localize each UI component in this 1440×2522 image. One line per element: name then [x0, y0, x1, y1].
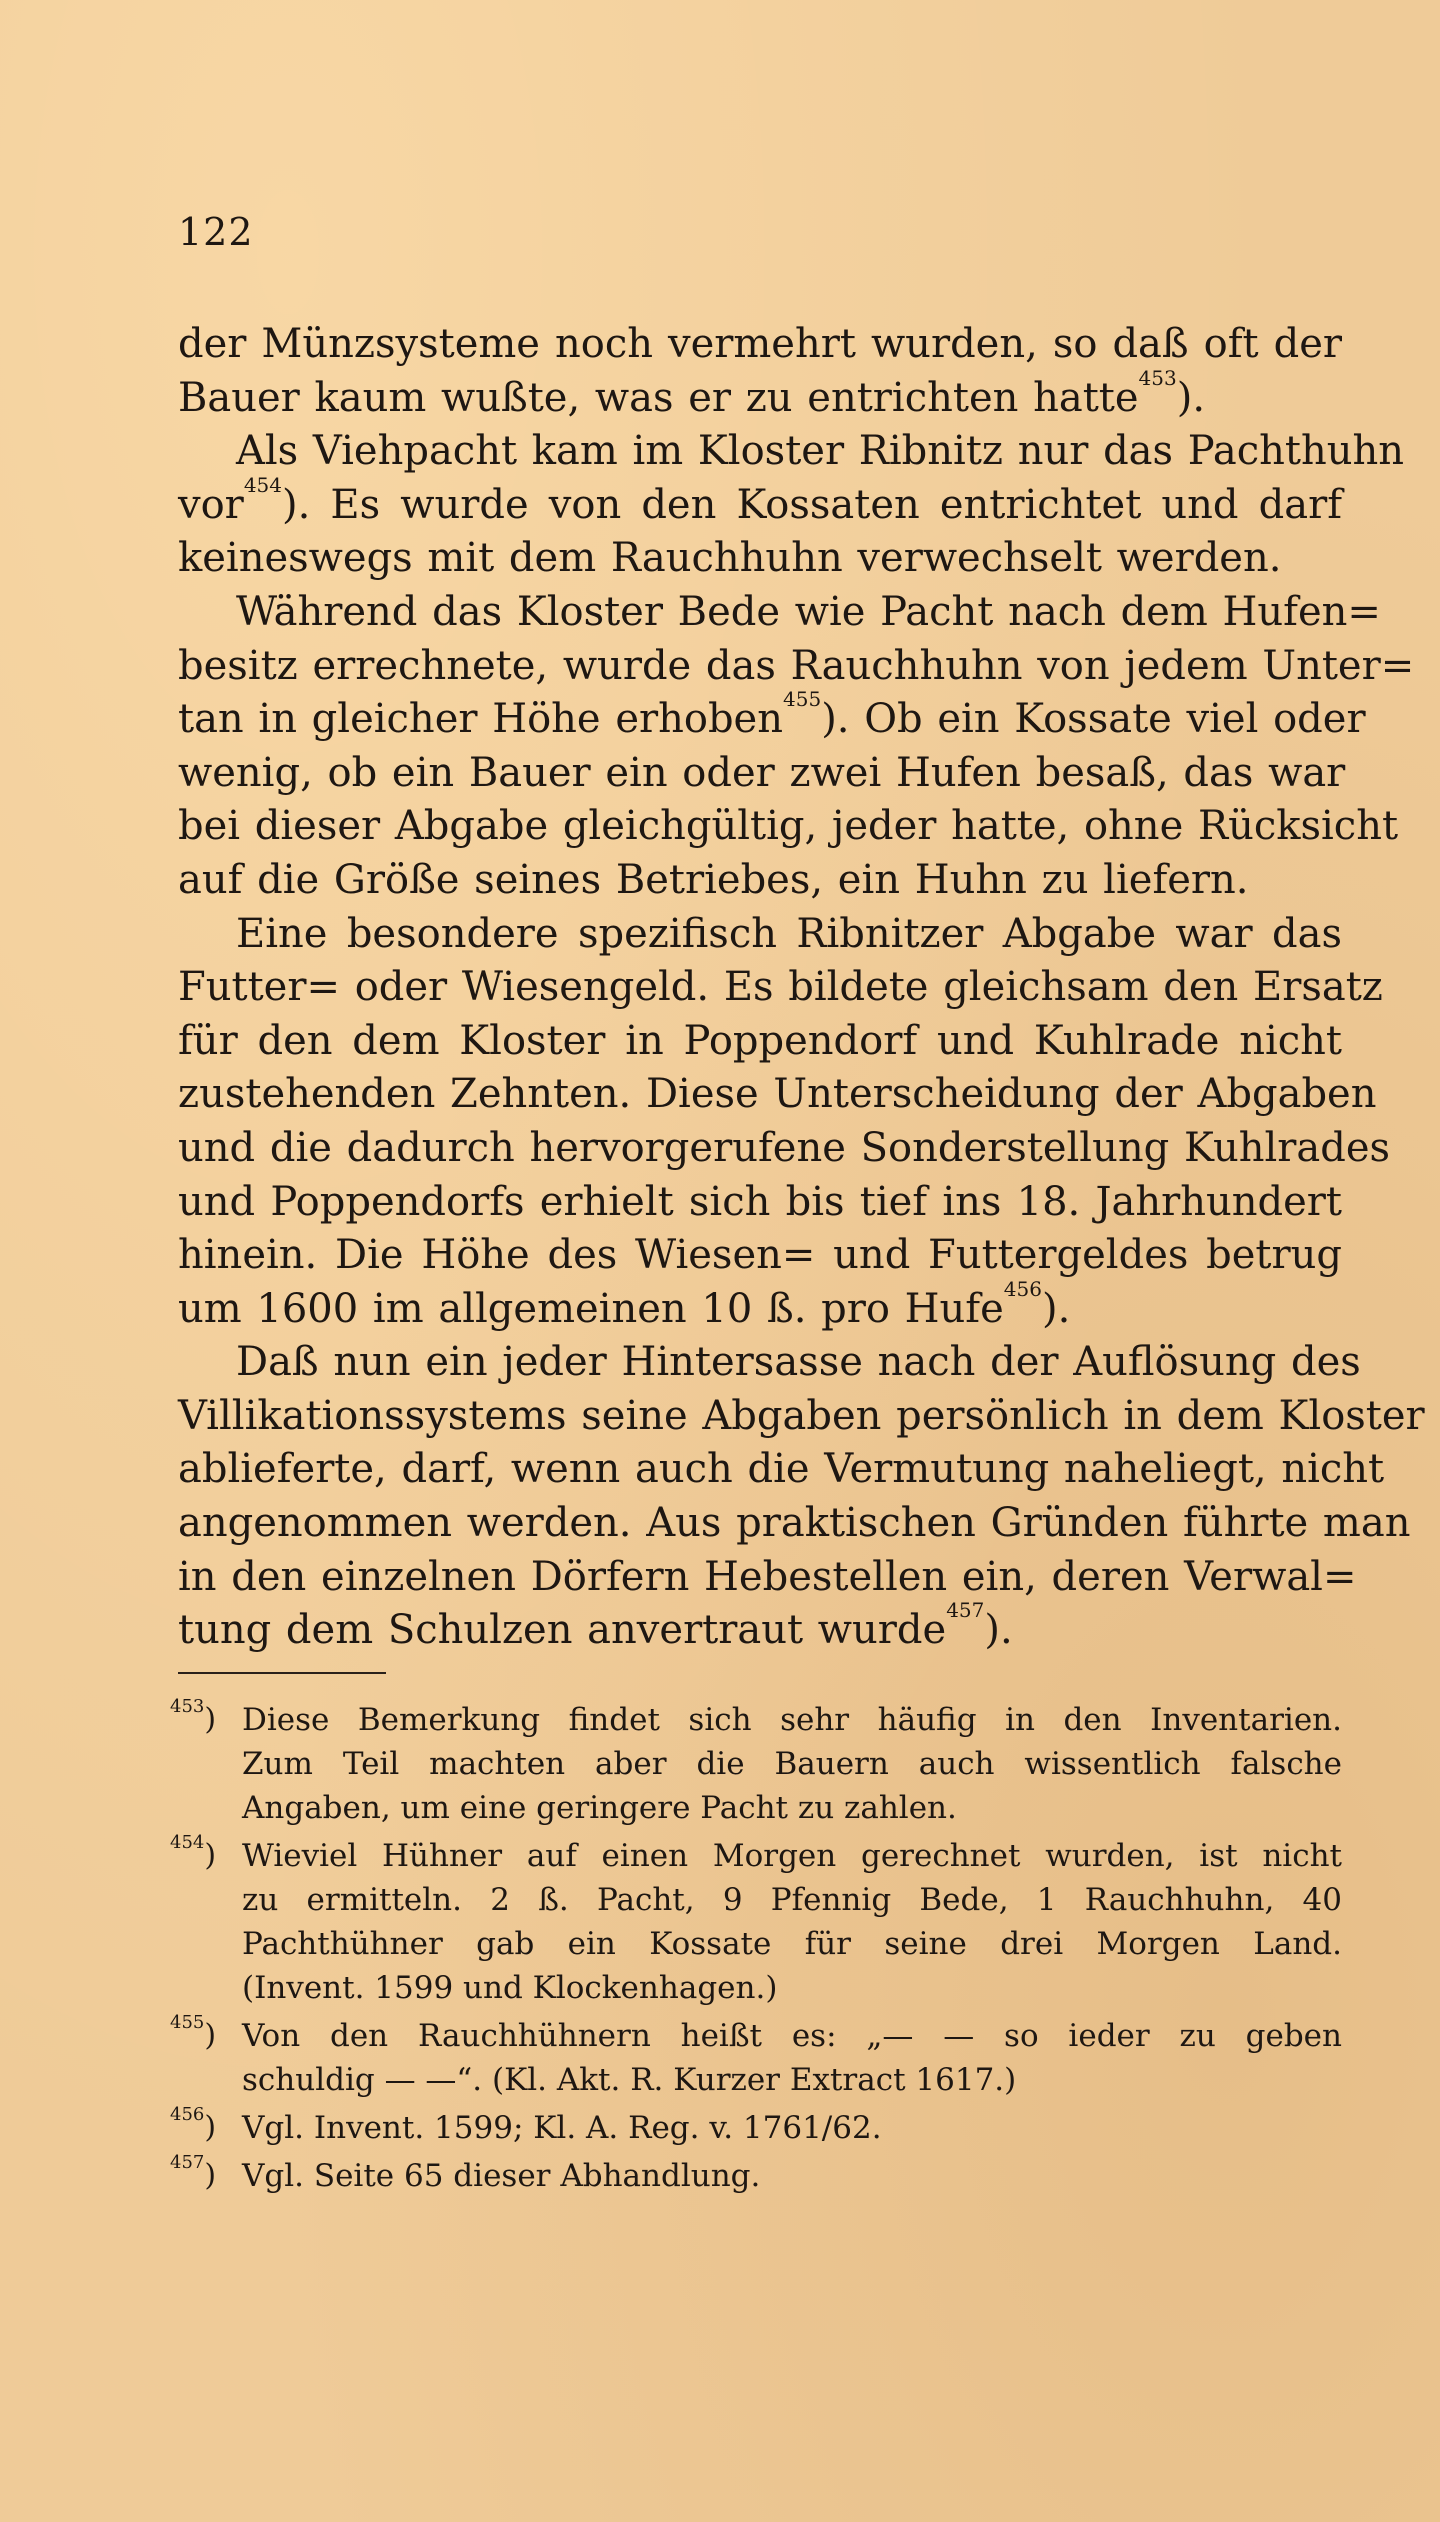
main-text	[178, 318, 1425, 1658]
text-line: Futter= oder Wiesengeld. Es bildete gleichsam den Ersatz	[178, 964, 1383, 1011]
text-line: zustehenden Zehnten. Diese Unterscheidung der Abgaben	[178, 1071, 1377, 1118]
footnote-line: Von den Rauchhühnern heißt es: „— — so ieder zu geben	[242, 2018, 1342, 2054]
footnote-line: Angaben, um eine geringere Pacht zu zahlen.	[242, 1790, 957, 1826]
footnote-ref[interactable]: 457	[946, 1598, 985, 1623]
text-line: hinein. Die Höhe des Wiesen= und Futtergeldes betrug	[178, 1232, 1342, 1279]
footnote	[170, 1698, 1342, 1830]
footnote-line: Vgl. Invent. 1599; Kl. A. Reg. v. 1761/62.	[242, 2110, 882, 2146]
footnote-line: zu ermitteln. 2 ß. Pacht, 9 Pfennig Bede, 1 Rauchhuhn, 40	[242, 1882, 1342, 1918]
paragraph	[178, 586, 1415, 908]
footnote-ref[interactable]: 456	[1003, 1276, 1042, 1301]
text-line: vor$^{454}$). Es wurde von den Kossaten entrichtet und darf	[178, 472, 1342, 528]
footnotes	[170, 1698, 1342, 2202]
footnote-ref[interactable]: 454	[243, 472, 282, 497]
page-number: 122	[178, 210, 254, 254]
footnote-line: Wieviel Hühner auf einen Morgen gerechnet wurden, ist nicht	[242, 1838, 1342, 1874]
text-line: Als Viehpacht kam im Kloster Ribnitz nur das Pachthuhn	[236, 428, 1405, 475]
footnote	[170, 2154, 1342, 2198]
text-line: angenommen werden. Aus praktischen Gründen führte man	[178, 1500, 1411, 1547]
footnote-line: (Invent. 1599 und Klockenhagen.)	[242, 1970, 778, 2006]
text-line: auf die Größe seines Betriebes, ein Huhn zu liefern.	[178, 856, 1249, 903]
text-line: um 1600 im allgemeinen 10 ß. pro Hufe$^{456}$).	[178, 1276, 1071, 1332]
text-line: tung dem Schulzen anvertraut wurde$^{457}$).	[178, 1598, 1013, 1654]
footnote	[170, 2014, 1342, 2102]
paragraph	[178, 1336, 1425, 1658]
paragraph	[178, 318, 1342, 425]
text-line: und die dadurch hervorgerufene Sonderstellung Kuhlrades	[178, 1124, 1391, 1171]
text-line: ablieferte, darf, wenn auch die Vermutung naheliegt, nicht	[178, 1446, 1385, 1493]
footnote-number: $^{455}$)	[170, 2012, 217, 2053]
text-line: Bauer kaum wußte, was er zu entrichten hatte$^{453}$).	[178, 365, 1206, 421]
footnote-number: $^{456}$)	[170, 2104, 217, 2145]
text-line: tan in gleicher Höhe erhoben$^{455}$). Ob ein Kossate viel oder	[178, 687, 1366, 743]
paragraph	[178, 908, 1391, 1337]
footnote-divider	[178, 1672, 386, 1674]
text-line: in den einzelnen Dörfern Hebestellen ein, deren Verwal=	[178, 1553, 1357, 1600]
footnote-line: Pachthühner gab ein Kossate für seine drei Morgen Land.	[242, 1926, 1342, 1962]
footnote-line: Vgl. Seite 65 dieser Abhandlung.	[242, 2158, 761, 2194]
footnote-line: schuldig — —“. (Kl. Akt. R. Kurzer Extract 1617.)	[242, 2062, 1017, 2098]
text-line: der Münzsysteme noch vermehrt wurden, so daß oft der	[178, 321, 1342, 367]
text-line: besitz errechnete, wurde das Rauchhuhn von jedem Unter=	[178, 642, 1415, 689]
text-line: bei dieser Abgabe gleichgültig, jeder hatte, ohne Rücksicht	[178, 803, 1399, 850]
text-line: keineswegs mit dem Rauchhuhn verwechselt werden.	[178, 535, 1282, 582]
footnote-line: Diese Bemerkung findet sich sehr häufig in den Inventarien.	[242, 1702, 1342, 1738]
footnote-number: $^{453}$)	[170, 1696, 217, 1737]
footnote-ref[interactable]: 453	[1138, 365, 1177, 390]
text-line: wenig, ob ein Bauer ein oder zwei Hufen besaß, das war	[178, 749, 1346, 796]
footnote	[170, 2106, 1342, 2150]
text-line: Während das Kloster Bede wie Pacht nach dem Hufen=	[236, 588, 1381, 635]
footnote-number: $^{454}$)	[170, 1832, 217, 1873]
text-line: für den dem Kloster in Poppendorf und Kuhlrade nicht	[178, 1017, 1342, 1064]
text-line: Villikationssystems seine Abgaben persönlich in dem Kloster	[178, 1392, 1425, 1439]
footnote-ref[interactable]: 455	[783, 687, 822, 712]
paragraph	[178, 425, 1405, 586]
text-line: Daß nun ein jeder Hintersasse nach der Auflösung des	[236, 1339, 1361, 1386]
text-line: und Poppendorfs erhielt sich bis tief ins 18. Jahrhundert	[178, 1178, 1342, 1225]
footnote-number: $^{457}$)	[170, 2152, 217, 2193]
footnote-line: Zum Teil machten aber die Bauern auch wissentlich falsche	[242, 1746, 1342, 1782]
text-line: Eine besondere spezifisch Ribnitzer Abgabe war das	[236, 910, 1342, 957]
footnote	[170, 1834, 1342, 2010]
